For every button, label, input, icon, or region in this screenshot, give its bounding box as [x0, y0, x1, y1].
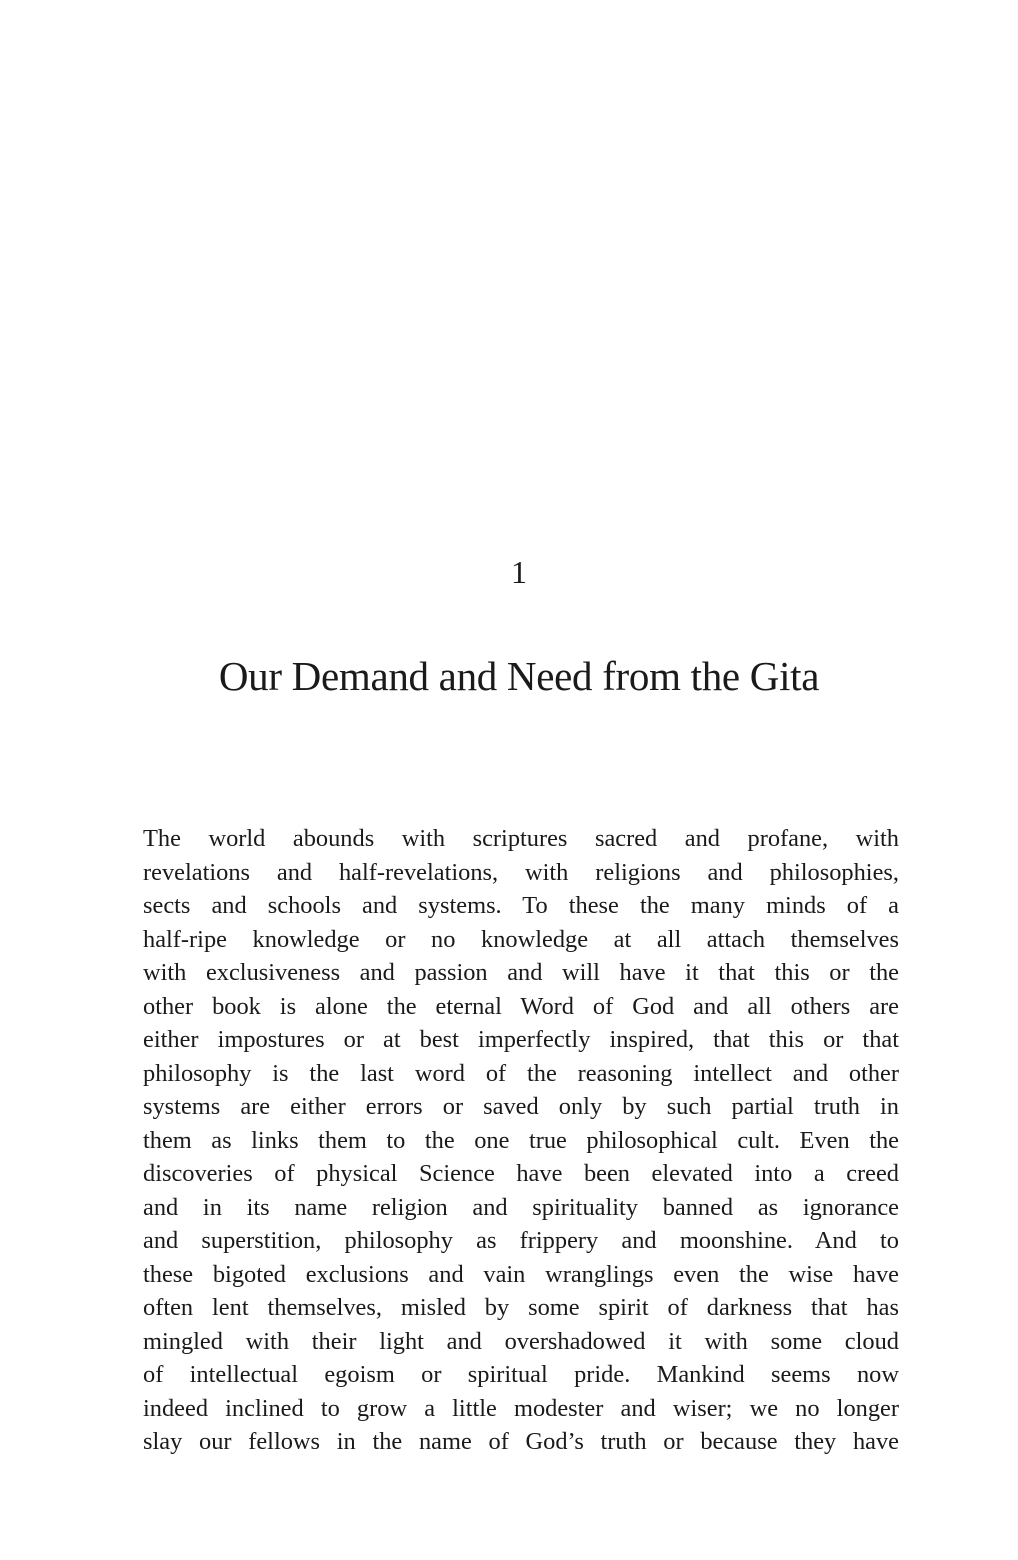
paragraph-line: slay our fellows in the name of God’s truth or because they have — [143, 1428, 899, 1455]
chapter-number: 1 — [511, 554, 527, 590]
paragraph-line: discoveries of physical Science have been elevated into a creed — [143, 1160, 899, 1187]
paragraph-line: sects and schools and systems. To these the many minds of a — [143, 892, 899, 919]
paragraph-line: with exclusiveness and passion and will have it that this or the — [143, 959, 899, 986]
paragraph-line: and superstition, philosophy as frippery and moonshine. And to — [143, 1227, 899, 1254]
paragraph-line: The world abounds with scriptures sacred and profane, with — [143, 825, 899, 852]
paragraph-line: indeed inclined to grow a little modester and wiser; we no longer — [143, 1394, 899, 1422]
paragraph-line: revelations and half-revelations, with religions and philosophies, — [143, 858, 899, 886]
paragraph-line: systems are either errors or saved only by such partial truth in — [143, 1093, 899, 1120]
paragraph-line: other book is alone the eternal Word of God and all others are — [143, 992, 899, 1020]
paragraph-line: them as links them to the one true philosophical cult. Even the — [143, 1126, 899, 1154]
paragraph-line: half-ripe knowledge or no knowledge at all attach themselves — [143, 925, 899, 953]
paragraph-line: these bigoted exclusions and vain wranglings even the wise have — [143, 1260, 899, 1288]
paragraph-line: either impostures or at best imperfectly inspired, that this or that — [143, 1026, 899, 1053]
chapter-title: Our Demand and Need from the Gita — [218, 653, 820, 699]
paragraph-line: often lent themselves, misled by some spirit of darkness that has — [143, 1294, 899, 1321]
paragraph-line: of intellectual egoism or spiritual pride. Mankind seems now — [143, 1361, 899, 1388]
paragraph-line: philosophy is the last word of the reasoning intellect and other — [143, 1059, 899, 1087]
paragraph-line: and in its name religion and spirituality banned as ignorance — [143, 1193, 899, 1221]
body-paragraph — [143, 822, 899, 1459]
paragraph-line: mingled with their light and overshadowed it with some cloud — [143, 1327, 899, 1355]
